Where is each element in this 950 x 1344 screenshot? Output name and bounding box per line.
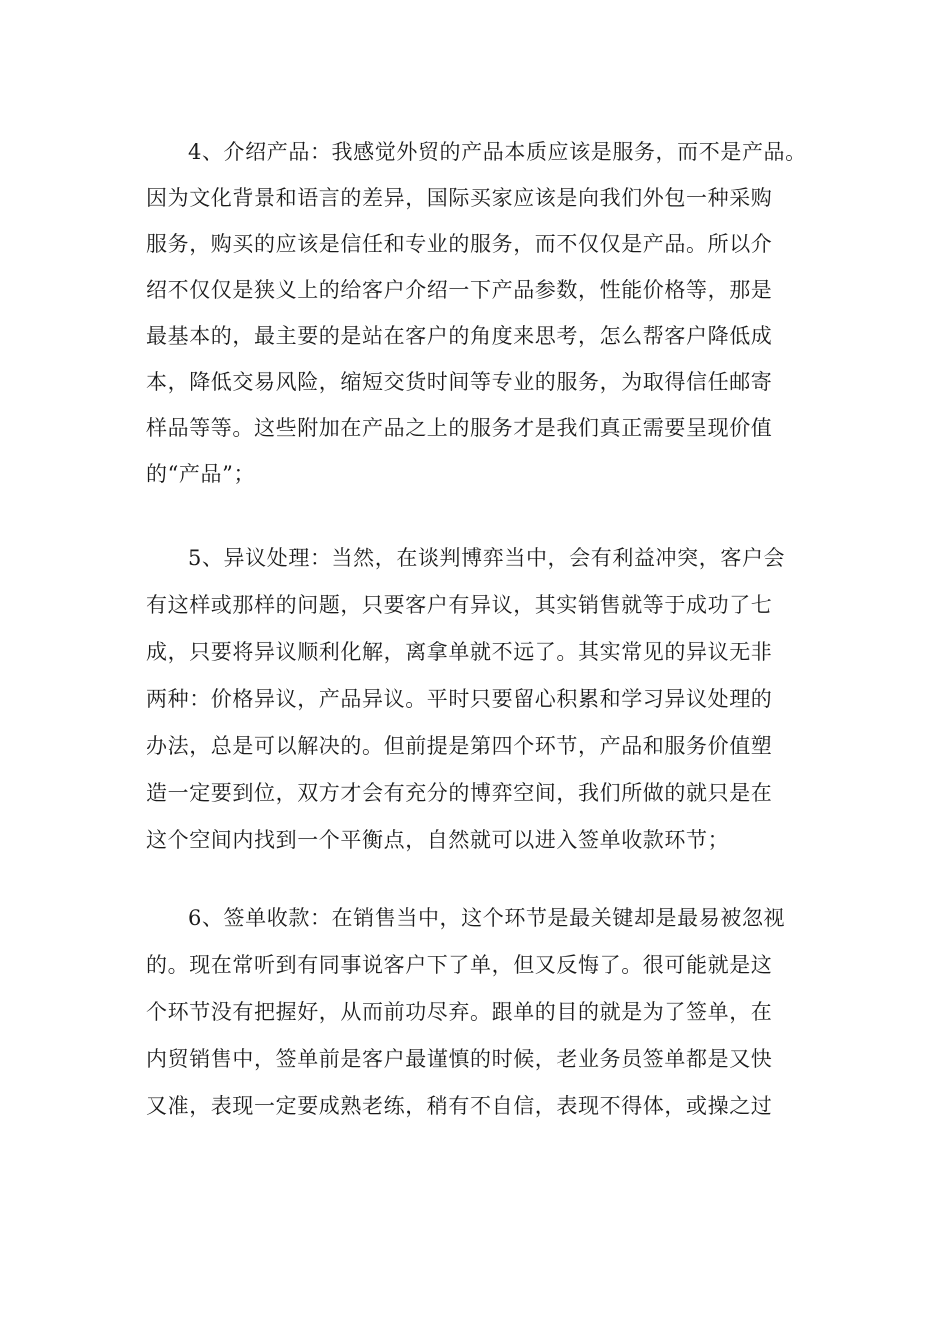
paragraph-1-line-6: 本，降低交易风险，缩短交货时间等专业的服务，为取得信任邮寄	[146, 370, 773, 394]
paragraph-2-line-4: 两种：价格异议，产品异议。平时只要留心积累和学习异议处理的	[146, 687, 773, 711]
paragraph-1-line-4: 绍不仅仅是狭义上的给客户介绍一下产品参数，性能价格等，那是	[146, 278, 773, 302]
paragraph-2-line-2: 有这样或那样的问题，只要客户有异议，其实销售就等于成功了七	[146, 593, 773, 617]
paragraph-3-line-3: 个环节没有把握好，从而前功尽弃。跟单的目的就是为了签单，在	[146, 1000, 773, 1024]
paragraph-1-line-5: 最基本的，最主要的是站在客户的角度来思考，怎么帮客户降低成	[146, 324, 773, 348]
paragraph-2-line-7: 这个空间内找到一个平衡点，自然就可以进入签单收款环节；	[146, 828, 730, 852]
paragraph-1-line-7: 样品等等。这些附加在产品之上的服务才是我们真正需要呈现价值	[146, 416, 773, 440]
paragraph-3-line-1: 6、签单收款：在销售当中，这个环节是最关键却是最易被忽视	[188, 906, 786, 930]
paragraph-2-line-1: 5、异议处理：当然，在谈判博弈当中，会有利益冲突，客户会	[188, 546, 786, 570]
paragraph-3-line-2: 的。现在常听到有同事说客户下了单，但又反悔了。很可能就是这	[146, 953, 773, 977]
paragraph-1-line-2: 因为文化背景和语言的差异，国际买家应该是向我们外包一种采购	[146, 186, 773, 210]
paragraph-1-line-1: 4、介绍产品：我感觉外贸的产品本质应该是服务，而不是产品。	[188, 140, 807, 164]
paragraph-1-line-8: 的“产品”；	[146, 462, 256, 486]
paragraph-3-line-5: 又准，表现一定要成熟老练，稍有不自信，表现不得体，或操之过	[146, 1094, 773, 1118]
paragraph-3-line-4: 内贸销售中，签单前是客户最谨慎的时候，老业务员签单都是又快	[146, 1047, 773, 1071]
paragraph-2-line-3: 成，只要将异议顺利化解，离拿单就不远了。其实常见的异议无非	[146, 640, 773, 664]
paragraph-2-line-6: 造一定要到位，双方才会有充分的博弈空间，我们所做的就只是在	[146, 781, 773, 805]
paragraph-2-line-5: 办法，总是可以解决的。但前提是第四个环节，产品和服务价值塑	[146, 734, 773, 758]
paragraph-1-line-3: 服务，购买的应该是信任和专业的服务，而不仅仅是产品。所以介	[146, 232, 773, 256]
